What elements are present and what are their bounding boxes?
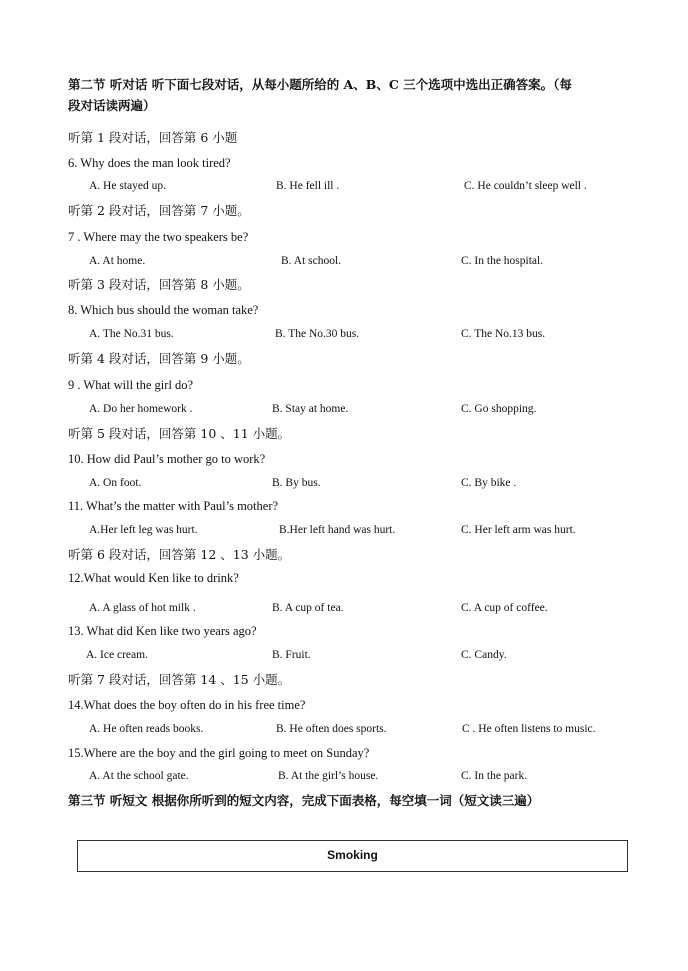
question-10: 10. How did Paul’s mother go to work? bbox=[68, 452, 266, 466]
option-8c: C. The No.13 bus. bbox=[461, 328, 546, 340]
question-11: 11. What’s the matter with Paul’s mother? bbox=[68, 499, 279, 513]
question-12: 12.What would Ken like to drink? bbox=[68, 571, 239, 585]
question-8: 8. Which bus should the woman take? bbox=[68, 303, 259, 317]
option-7b: B. At school. bbox=[281, 255, 342, 267]
option-8a: A. The No.31 bus. bbox=[89, 328, 174, 340]
option-10c: C. By bike . bbox=[461, 477, 517, 489]
option-9a: A. Do her homework . bbox=[89, 403, 193, 415]
option-12a: A. A glass of hot milk . bbox=[89, 602, 196, 614]
option-11c: C. Her left arm was hurt. bbox=[461, 524, 576, 536]
option-13b: B. Fruit. bbox=[272, 649, 311, 661]
option-12c: C. A cup of coffee. bbox=[461, 602, 548, 614]
option-14a: A. He often reads books. bbox=[89, 723, 204, 735]
option-14c: C . He often listens to music. bbox=[462, 723, 596, 735]
option-8b: B. The No.30 bus. bbox=[275, 328, 360, 340]
option-6a: A. He stayed up. bbox=[89, 180, 166, 192]
section3-heading: 第三节 听短文 根据你所听到的短文内容，完成下面表格，每空填一词（短文读三遍） bbox=[68, 793, 540, 808]
section2-heading-line1: 第二节 听对话 听下面七段对话，从每小题所给的 A、B、C 三个选项中选出正确答案。（每 bbox=[68, 77, 572, 92]
dialogue-intro-5: 听第 5 段对话，回答第 10 、11 小题。 bbox=[68, 426, 291, 441]
option-6c: C. He couldn’t sleep well . bbox=[464, 180, 587, 192]
option-7a: A. At home. bbox=[89, 255, 146, 267]
option-10b: B. By bus. bbox=[272, 477, 321, 489]
option-15a: A. At the school gate. bbox=[89, 770, 189, 782]
option-11b: B.Her left hand was hurt. bbox=[279, 524, 396, 536]
question-14: 14.What does the boy often do in his free time? bbox=[68, 698, 306, 712]
section2-heading-line2: 段对话读两遍） bbox=[68, 98, 156, 113]
dialogue-intro-1: 听第 1 段对话，回答第 6 小题 bbox=[68, 130, 238, 145]
question-9: 9 . What will the girl do? bbox=[68, 378, 194, 392]
dialogue-intro-7: 听第 7 段对话，回答第 14 、15 小题。 bbox=[68, 672, 291, 687]
dialogue-intro-4: 听第 4 段对话，回答第 9 小题。 bbox=[68, 351, 250, 366]
option-10a: A. On foot. bbox=[89, 477, 142, 489]
table-title: Smoking bbox=[327, 848, 378, 862]
option-6b: B. He fell ill . bbox=[276, 180, 340, 192]
dialogue-intro-3: 听第 3 段对话，回答第 8 小题。 bbox=[68, 277, 250, 292]
option-9c: C. Go shopping. bbox=[461, 403, 537, 415]
option-11a: A.Her left leg was hurt. bbox=[89, 524, 198, 536]
option-13c: C. Candy. bbox=[461, 649, 507, 661]
option-14b: B. He often does sports. bbox=[276, 723, 387, 735]
option-12b: B. A cup of tea. bbox=[272, 602, 344, 614]
smoking-table bbox=[77, 840, 628, 872]
question-15: 15.Where are the boy and the girl going to meet on Sunday? bbox=[68, 746, 370, 760]
dialogue-intro-6: 听第 6 段对话，回答第 12 、13 小题。 bbox=[68, 547, 291, 562]
option-13a: A. Ice cream. bbox=[86, 649, 148, 661]
option-9b: B. Stay at home. bbox=[272, 403, 349, 415]
option-15b: B. At the girl’s house. bbox=[278, 770, 379, 782]
question-13: 13. What did Ken like two years ago? bbox=[68, 624, 257, 638]
option-7c: C. In the hospital. bbox=[461, 255, 544, 267]
option-15c: C. In the park. bbox=[461, 770, 528, 782]
dialogue-intro-2: 听第 2 段对话，回答第 7 小题。 bbox=[68, 203, 250, 218]
question-6: 6. Why does the man look tired? bbox=[68, 156, 231, 170]
question-7: 7 . Where may the two speakers be? bbox=[68, 230, 249, 244]
